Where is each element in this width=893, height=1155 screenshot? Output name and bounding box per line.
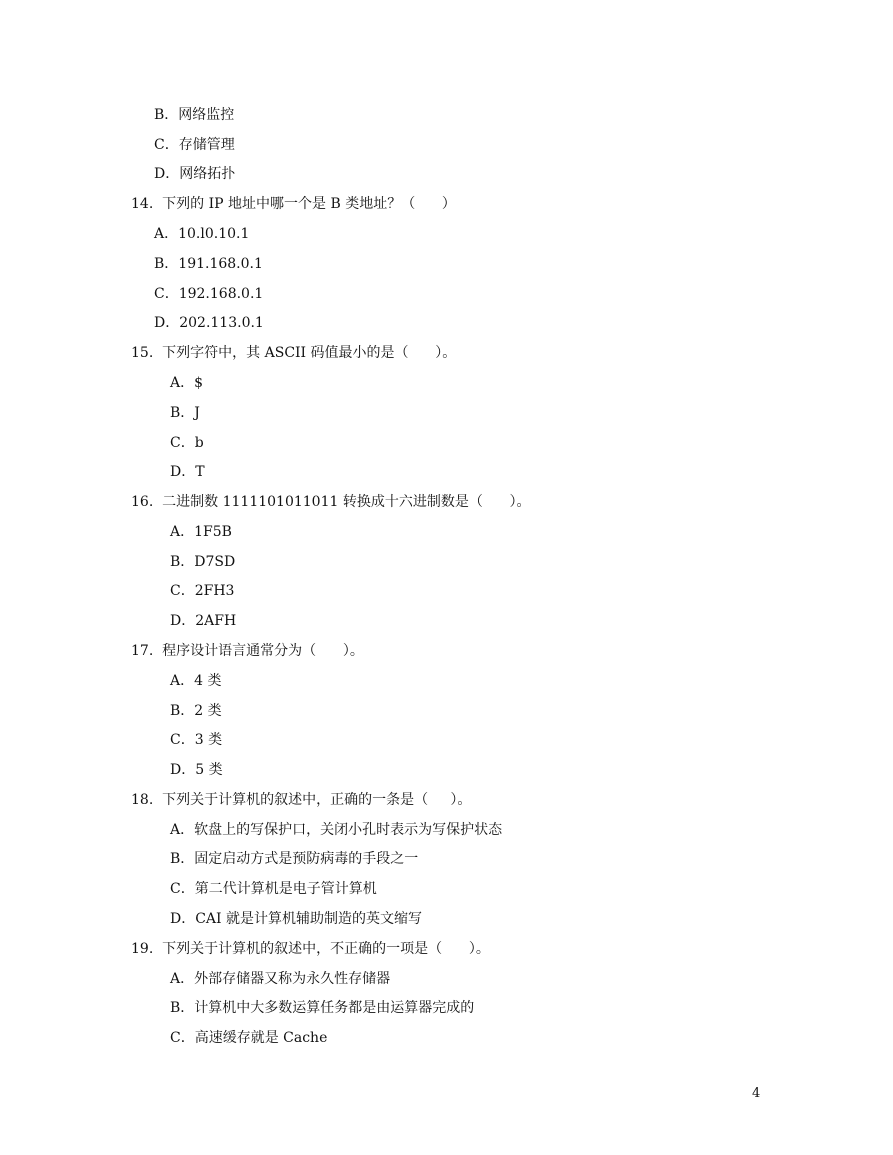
page-number: 4 [752,1086,761,1101]
q14-option-b: B．191.168.0.1 [154,256,263,272]
q17-option-c: C．3 类 [170,732,223,748]
q17-option-a: A．4 类 [170,673,222,689]
q14-option-d: D．202.113.0.1 [154,315,264,331]
question-19: 19. 下列关于计算机的叙述中，不正确的一项是（ ）。 [131,941,490,957]
q16-option-b: B．D7SD [170,554,236,570]
q16-option-d: D．2AFH [170,613,237,629]
q19-option-b: B．计算机中大多数运算任务都是由运算器完成的 [170,1000,475,1016]
q15-option-c: C．b [170,435,204,451]
q18-option-b: B．固定启动方式是预防病毒的手段之一 [170,851,419,867]
q19-option-a: A．外部存储器又称为永久性存储器 [170,971,391,987]
q18-option-d: D．CAI 就是计算机辅助制造的英文缩写 [170,911,423,927]
question-16: 16. 二进制数 1111101011011 转换成十六进制数是（ ）。 [131,494,531,510]
question-14: 14. 下列的 IP 地址中哪一个是 B 类地址？（ ） [131,196,456,212]
question-18: 18. 下列关于计算机的叙述中，正确的一条是（ ）。 [131,792,472,808]
q18-option-a: A．软盘上的写保护口，关闭小孔时表示为写保护状态 [170,822,503,838]
q16-option-a: A．1F5B [170,524,232,540]
q14-option-a: A．10.l0.10.1 [154,226,250,242]
question-15: 15. 下列字符中，其 ASCII 码值最小的是（ ）。 [131,345,457,361]
q13-option-d: D．网络拓扑 [154,166,236,182]
q16-option-c: C．2FH3 [170,583,235,599]
q13-option-b: B．网络监控 [154,107,235,123]
q15-option-d: D．T [170,464,205,480]
q17-option-d: D．5 类 [170,762,223,778]
q14-option-c: C．192.168.0.1 [154,286,264,302]
q17-option-b: B．2 类 [170,703,222,719]
q15-option-a: A．$ [170,375,204,391]
q13-option-c: C．存储管理 [154,137,235,153]
q19-option-c: C．高速缓存就是 Cache [170,1030,328,1046]
q15-option-b: B．J [170,405,200,421]
q18-option-c: C．第二代计算机是电子管计算机 [170,881,377,897]
question-17: 17. 程序设计语言通常分为（ ）。 [131,643,364,659]
